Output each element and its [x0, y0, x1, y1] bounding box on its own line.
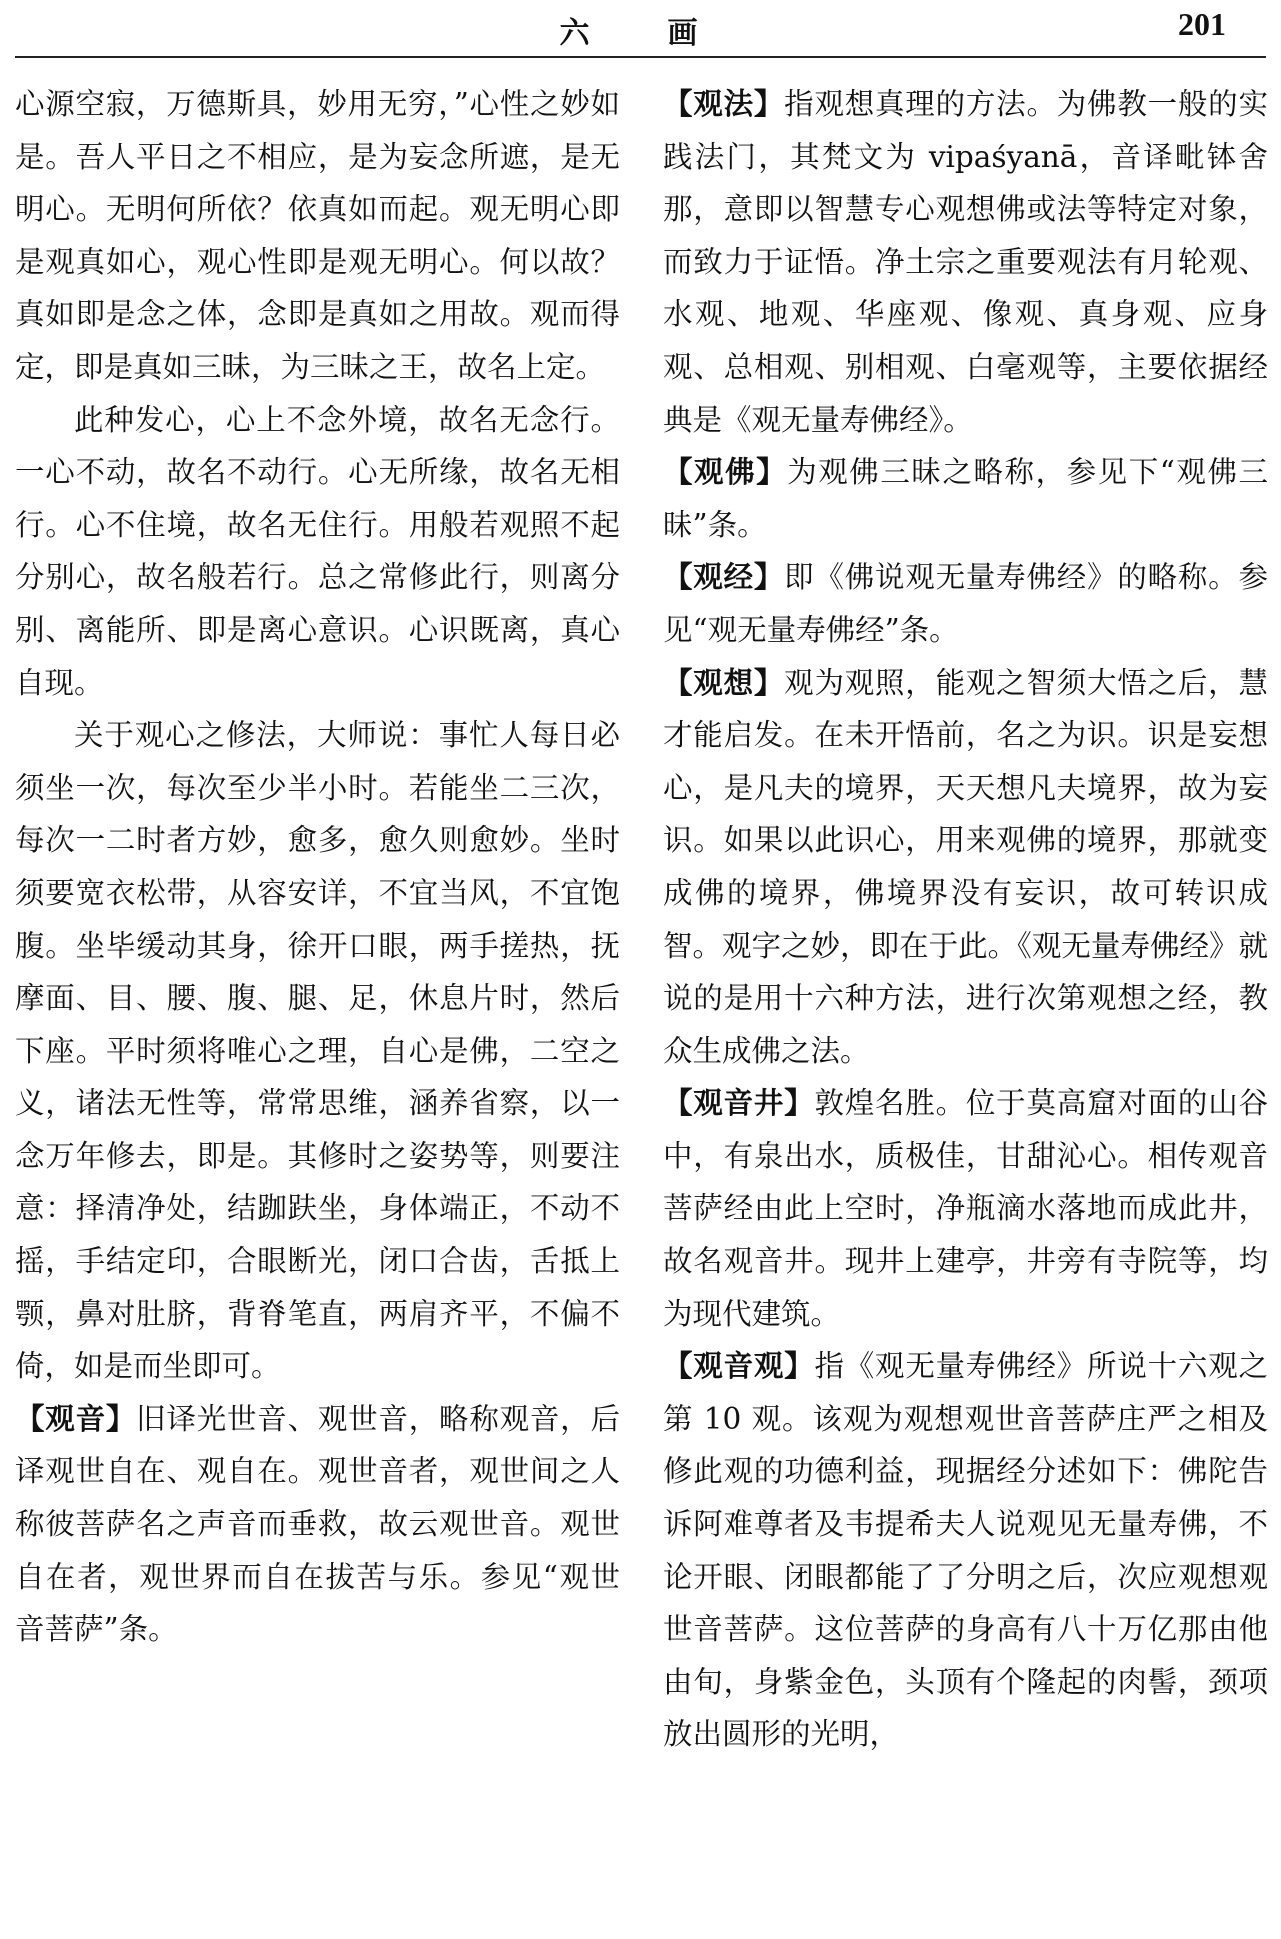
- entry-headword: 【观佛】: [663, 454, 788, 490]
- left-column: [15, 78, 620, 1933]
- paragraph: 心源空寂，万德斯具，妙用无穷，”心性之妙如是。吾人平日之不相应，是为妄念所遮，是无明心。无明何所依？依真如而起。观无明心即是观真如心，观心性即是观无明心。何以故？真如即是念之体，念即是真如之用故。观而得定，即是真如三昧，为三昧之王，故名上定。: [15, 87, 620, 384]
- entry-headword: 【观音井】: [663, 1085, 815, 1121]
- entry-body: 为观佛三昧之略称，参见下“观佛三昧”条。: [663, 455, 1268, 542]
- entry-body: 指《观无量寿佛经》所说十六观之第 10 观。该观为观想观世音菩萨庄严之相及修此观的功德利益，现据经分述如下：佛陀告诉阿难尊者及韦提希夫人说观见无量寿佛，不论开眼、闭眼都能了了分明之后，次应观想观世音菩萨。这位菩萨的身高有八十万亿那由他由旬，身紫金色，头顶有个隆起的肉髻，颈项放出圆形的光明，: [663, 1349, 1268, 1752]
- entry-body: 指观想真理的方法。为佛教一般的实践法门，其梵文为 vipaśyanā，音译毗钵舍那，意即以智慧专心观想佛或法等特定对象，而致力于证悟。净土宗之重要观法有月轮观、水观、地观、华座观、像观、真身观、应身观、总相观、别相观、白毫观等，主要依据经典是《观无量寿佛经》。: [663, 87, 1268, 437]
- dictionary-entry: [663, 551, 1268, 656]
- paragraph: 关于观心之修法，大师说：事忙人每日必须坐一次，每次至少半小时。若能坐二三次，每次一二时者方妙，愈多，愈久则愈妙。坐时须要宽衣松带，从容安详，不宜当风，不宜饱腹。坐毕缓动其身，徐开口眼，两手搓热，抚摩面、目、腰、腹、腿、足，休息片时，然后下座。平时须将唯心之理，自心是佛，二空之义，诸法无性等，常常思维，涵养省察，以一念万年修去，即是。其修时之姿势等，则要注意：择清净处，结跏趺坐，身体端正，不动不摇，手结定印，合眼断光，闭口合齿，舌抵上颚，鼻对肚脐，背脊笔直，两肩齐平，不偏不倚，如是而坐即可。: [15, 718, 620, 1384]
- entry-body: 敦煌名胜。位于莫高窟对面的山谷中，有泉出水，质极佳，甘甜沁心。相传观音菩萨经由此上空时，净瓶滴水落地而成此井，故名观音井。现井上建亭，井旁有寺院等，均为现代建筑。: [663, 1086, 1268, 1331]
- entry-headword: 【观经】: [663, 559, 785, 595]
- dictionary-entry: [15, 1393, 620, 1656]
- dictionary-entry: [663, 78, 1268, 446]
- entry-headword: 【观音观】: [663, 1348, 815, 1384]
- entry-body: 即《佛说观无量寿佛经》的略称。参见“观无量寿佛经”条。: [663, 560, 1268, 647]
- dictionary-entry: [663, 446, 1268, 551]
- right-column: [663, 78, 1268, 1933]
- entry-headword: 【观想】: [663, 664, 785, 700]
- header-rule: [15, 56, 1266, 58]
- entry-headword: 【观音】: [15, 1400, 137, 1436]
- entry-body: 旧译光世音、观世音，略称观音，后译观世自在、观自在。观世音者，观世间之人称彼菩萨名之声音而垂救，故云观世音。观世自在者，观世界而自在拔苦与乐。参见“观世音菩萨”条。: [15, 1401, 620, 1647]
- entry-headword: 【观法】: [663, 86, 785, 121]
- dictionary-entry: [663, 1077, 1268, 1340]
- dictionary-entry: [663, 1340, 1268, 1761]
- paragraph: 此种发心，心上不念外境，故名无念行。一心不动，故名不动行。心无所缘，故名无相行。心不住境，故名无住行。用般若观照不起分别心，故名般若行。总之常修此行，则离分别、离能所、即是离心意识。心识既离，真心自现。: [15, 402, 620, 700]
- entry-body: 观为观照，能观之智须大悟之后，慧才能启发。在未开悟前，名之为识。识是妄想心，是凡夫的境界，天天想凡夫境界，故为妄识。如果以此识心，用来观佛的境界，那就变成佛的境界，佛境界没有妄识，故可转识成智。观字之妙，即在于此。《观无量寿佛经》就说的是用十六种方法，进行次第观想之经，教众生成佛之法。: [663, 665, 1268, 1068]
- dictionary-entry: [663, 657, 1268, 1078]
- running-head: 六 画: [559, 16, 722, 51]
- page-header: [0, 0, 1281, 55]
- page-number: 201: [1178, 6, 1226, 42]
